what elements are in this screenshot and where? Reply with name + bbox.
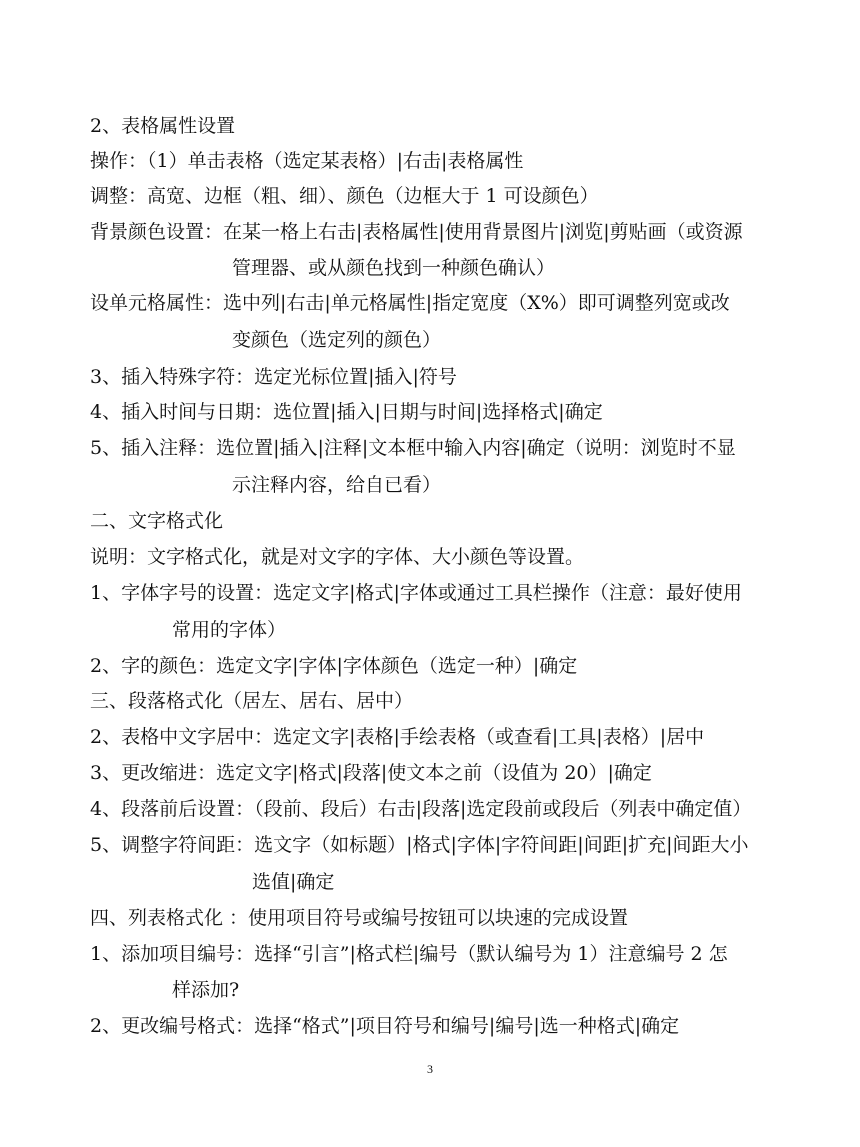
text-line-continuation: 样添加?: [172, 979, 240, 1001]
text-line: 1、添加项目编号：选择“引言”|格式栏|编号（默认编号为 1）注意编号 2 怎: [90, 943, 728, 965]
text-line: 设单元格属性：选中列|右击|单元格属性|指定宽度（X%）即可调整列宽或改: [90, 292, 730, 314]
heading-paragraph-formatting: 三、段落格式化（居左、居右、居中）: [90, 690, 414, 712]
text-line: 5、调整字符间距：选文字（如标题）|格式|字体|字符间距|间距|扩充|间距大小: [90, 834, 749, 856]
text-line: 3、更改缩进：选定文字|格式|段落|使文本之前（设值为 20）|确定: [90, 762, 652, 784]
text-line: 1、字体字号的设置：选定文字|格式|字体或通过工具栏操作（注意：最好使用: [90, 582, 742, 604]
text-line-continuation: 选值|确定: [252, 871, 335, 893]
text-line: 5、插入注释：选位置|插入|注释|文本框中输入内容|确定（说明：浏览时不显: [90, 437, 736, 459]
page-number: 3: [427, 1062, 433, 1076]
heading-table-properties: 2、表格属性设置: [90, 115, 236, 137]
text-line: 2、表格中文字居中：选定文字|表格|手绘表格（或查看|工具|表格）|居中: [90, 726, 705, 748]
text-line-continuation: 管理器、或从颜色找到一种颜色确认）: [232, 257, 556, 279]
text-line: 操作：（1）单击表格（选定某表格）|右击|表格属性: [90, 150, 524, 172]
heading-list-formatting: 四、列表格式化 ：使用项目符号或编号按钮可以块速的完成设置: [90, 907, 629, 929]
text-line-continuation: 变颜色（选定列的颜色）: [232, 329, 442, 351]
text-line: 2、更改编号格式：选择“格式”|项目符号和编号|编号|选一种格式|确定: [90, 1015, 680, 1037]
text-line-continuation: 示注释内容，给自已看）: [232, 474, 442, 496]
text-line: 背景颜色设置：在某一格上右击|表格属性|使用背景图片|浏览|剪贴画（或资源: [90, 221, 743, 243]
text-line: 3、插入特殊字符：选定光标位置|插入|符号: [90, 366, 457, 388]
text-line: 2、字的颜色：选定文字|字体|字体颜色（选定一种）|确定: [90, 655, 578, 677]
text-line: 4、插入时间与日期：选位置|插入|日期与时间|选择格式|确定: [90, 401, 603, 423]
text-line: 4、段落前后设置：（段前、段后）右击|段落|选定段前或段后（列表中确定值）: [90, 798, 752, 820]
text-line-continuation: 常用的字体）: [172, 619, 287, 641]
heading-text-formatting: 二、文字格式化: [90, 510, 224, 532]
text-line: 说明：文字格式化，就是对文字的字体、大小颜色等设置。: [90, 546, 585, 568]
text-line: 调整：高宽、边框（粗、细）、颜色（边框大于 1 可设颜色）: [90, 185, 599, 207]
